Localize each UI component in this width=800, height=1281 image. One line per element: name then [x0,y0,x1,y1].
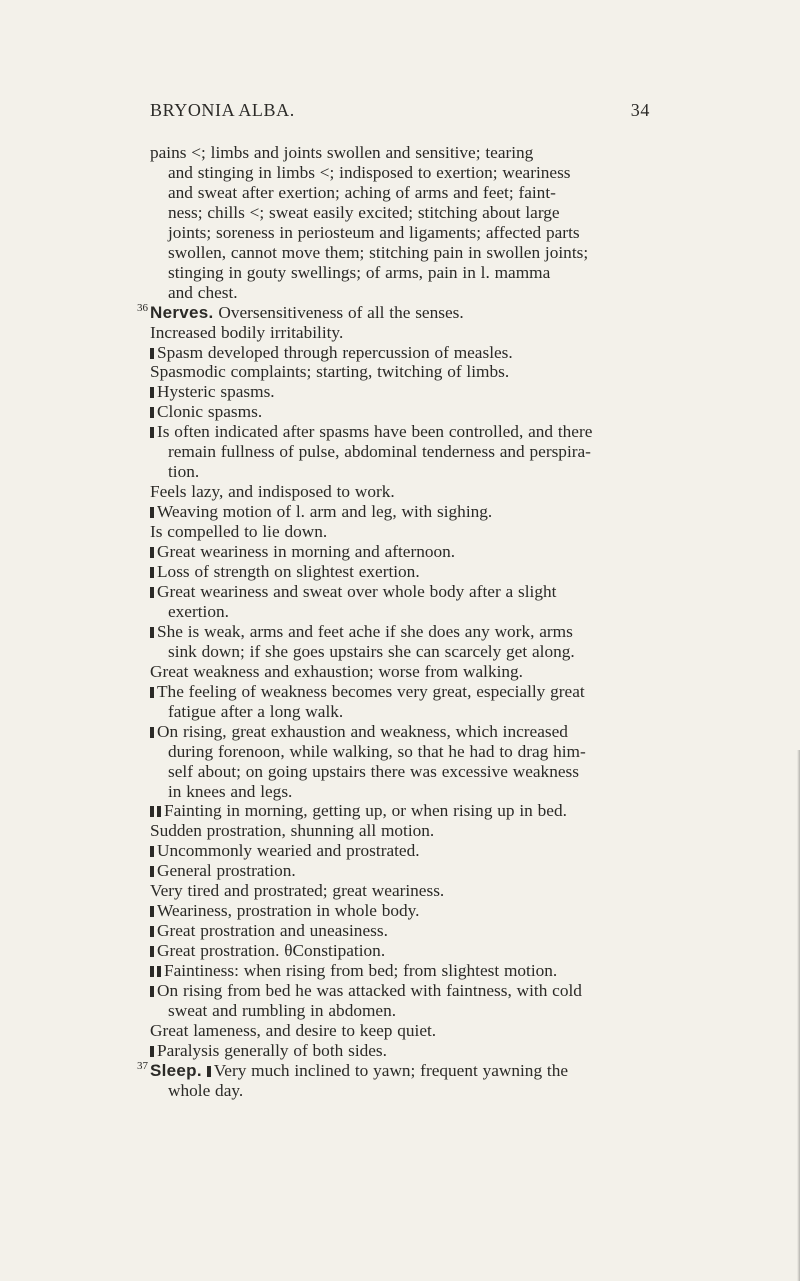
emphasis-marker [150,348,154,359]
text-run: sink down; if she goes upstairs she can scarcely get along. [168,641,575,661]
text-line: pains <; limbs and joints swollen and sensitive; tearing [150,143,534,162]
emphasis-marker [150,846,154,857]
emphasis-marker [150,926,154,937]
text-line [150,662,646,682]
symptom-entry [150,1041,646,1061]
text-run: Hysteric spasms. [157,382,275,402]
symptom-entry [150,821,646,841]
symptom-entry [150,323,646,343]
emphasis-marker [150,627,154,638]
text-line [150,482,646,502]
symptom-entry [150,562,646,582]
emphasis-marker [150,427,154,438]
text-run: Clonic spasms. [157,402,263,422]
emphasis-marker [150,1046,154,1057]
text-run: Spasm developed through repercussion of measles. [157,342,513,362]
text-run: Sudden prostration, shunning all motion. [150,821,435,841]
symptom-entry [150,362,646,382]
text-run: Great weariness and sweat over whole body after a slight [157,581,557,601]
text-line [150,622,646,642]
text-line [150,542,646,562]
text-line [150,1081,646,1101]
text-run: during forenoon, while walking, so that he had to drag him- [168,741,586,761]
page-body [137,143,646,1101]
symptom-entry [150,801,646,821]
emphasis-marker [150,966,154,977]
text-line [150,1061,646,1081]
text-line [150,981,646,1001]
text-line [150,782,646,802]
text-line [150,602,646,622]
section-heading: Nerves. [150,302,214,322]
text-line [150,422,646,442]
symptom-entry [150,343,646,363]
text-line [150,881,646,901]
emphasis-marker [157,966,161,977]
text-line [150,861,646,881]
text-run: Very tired and prostrated; great weariness. [150,881,445,901]
text-run: fatigue after a long walk. [168,701,344,721]
text-line [150,382,646,402]
running-title: BRYONIA ALBA. [150,100,295,120]
text-line [150,921,646,941]
symptom-entry [150,622,646,662]
symptom-entry [150,682,646,722]
text-run: Great lameness, and desire to keep quiet. [150,1020,437,1040]
text-run: whole day. [168,1080,244,1100]
symptom-entry [150,941,646,961]
text-line [150,362,646,382]
text-run: Great weakness and exhaustion; worse from walking. [150,661,524,681]
symptom-entry [150,722,646,802]
text-run: in knees and legs. [168,781,293,801]
text-line: joints; soreness in periosteum and ligaments; affected parts [168,222,580,242]
text-line [150,343,646,363]
text-run: Great prostration. θConstipation. [157,941,386,961]
emphasis-marker [150,727,154,738]
text-run: Increased bodily irritability. [150,322,344,342]
text-run: Weariness, prostration in whole body. [157,901,420,921]
emphasis-marker [150,866,154,877]
section-first-line [150,303,646,323]
text-line [150,961,646,981]
text-run: Paralysis generally of both sides. [157,1040,387,1060]
text-line [150,901,646,921]
text-line [150,442,646,462]
symptom-entry [150,542,646,562]
symptom-entry [150,502,646,522]
emphasis-marker [207,1066,211,1077]
symptom-entry [150,382,646,402]
symptom-entry [150,522,646,542]
symptom-entry [150,861,646,881]
text-run: exertion. [168,601,229,621]
symptom-entry [150,402,646,422]
emphasis-marker [150,906,154,917]
text-line [150,841,646,861]
text-run: On rising, great exhaustion and weakness, which increased [157,721,568,741]
text-line: and sweat after exertion; aching of arms and feet; faint- [168,182,556,202]
text-run: Faintiness: when rising from bed; from slightest motion. [164,961,558,981]
text-run: Loss of strength on slightest exertion. [157,562,420,582]
text-line [150,722,646,742]
continued-paragraph [150,143,646,303]
emphasis-marker [150,567,154,578]
section-number: 37 [137,1059,148,1072]
text-run: Very much inclined to yawn; frequent yawning the [213,1060,569,1080]
text-run: Uncommonly wearied and prostrated. [157,841,420,861]
text-line [150,522,646,542]
text-line [150,821,646,841]
text-run: The feeling of weakness becomes very great, especially great [157,681,585,701]
text-line [150,562,646,582]
text-line [150,702,646,722]
text-run: self about; on going upstairs there was excessive weakness [168,761,579,781]
page-number: 34 [630,100,650,120]
emphasis-marker [150,986,154,997]
text-run: Feels lazy, and indisposed to work. [150,482,395,502]
symptom-entry [150,662,646,682]
text-run: Weaving motion of l. arm and leg, with sighing. [157,502,493,522]
section-nerves [137,301,646,323]
text-line: and stinging in limbs <; indisposed to exertion; weariness [168,162,571,182]
symptom-entry [150,961,646,981]
text-run: Is compelled to lie down. [150,522,328,542]
symptom-entry [150,921,646,941]
text-line [150,682,646,702]
symptom-entry [150,881,646,901]
text-run: tion. [168,462,200,482]
emphasis-marker [150,587,154,598]
symptom-entry [150,901,646,921]
text-line [150,462,646,482]
text-line [150,742,646,762]
text-line [150,1001,646,1021]
text-run: remain fullness of pulse, abdominal tenderness and perspira- [168,442,591,462]
text-line [150,762,646,782]
text-run: Great weariness in morning and afternoon. [157,542,456,562]
text-line [150,1021,646,1041]
text-run: General prostration. [157,861,296,881]
text-line: swollen, cannot move them; stitching pain in swollen joints; [168,242,589,262]
text-run: Spasmodic complaints; starting, twitching of limbs. [150,362,510,382]
text-run: Fainting in morning, getting up, or when rising up in bed. [164,801,567,821]
text-line: and chest. [168,282,238,302]
emphasis-marker [150,507,154,518]
symptom-entry [150,841,646,861]
text-line [150,642,646,662]
running-header [150,100,650,121]
text-run: On rising from bed he was attacked with faintness, with cold [157,981,582,1001]
emphasis-marker [150,946,154,957]
text-line: stinging in gouty swellings; of arms, pain in l. mamma [168,262,551,282]
text-line [150,402,646,422]
symptom-entry [150,981,646,1021]
text-line [150,1041,646,1061]
symptom-entry [150,582,646,622]
emphasis-marker [150,407,154,418]
text-line [150,323,646,343]
section-heading: Sleep. [150,1060,202,1080]
emphasis-marker [150,547,154,558]
text-line [150,941,646,961]
section-sleep [137,1059,646,1101]
text-line: ness; chills <; sweat easily excited; stitching about large [168,202,560,222]
section-number: 36 [137,301,148,314]
symptom-entry [150,1021,646,1041]
text-run: Is often indicated after spasms have been controlled, and there [157,422,593,442]
emphasis-marker [150,687,154,698]
text-run: She is weak, arms and feet ache if she does any work, arms [157,621,573,641]
text-run: Great prostration and uneasiness. [157,921,388,941]
emphasis-marker [150,806,154,817]
text-line [150,502,646,522]
text-line [150,582,646,602]
text-line [150,801,646,821]
emphasis-marker [157,806,161,817]
symptom-entry [150,482,646,502]
text-run: sweat and rumbling in abdomen. [168,1000,397,1020]
text-run: Oversensitiveness of all the senses. [213,302,464,322]
emphasis-marker [150,387,154,398]
symptom-entry [150,422,646,482]
